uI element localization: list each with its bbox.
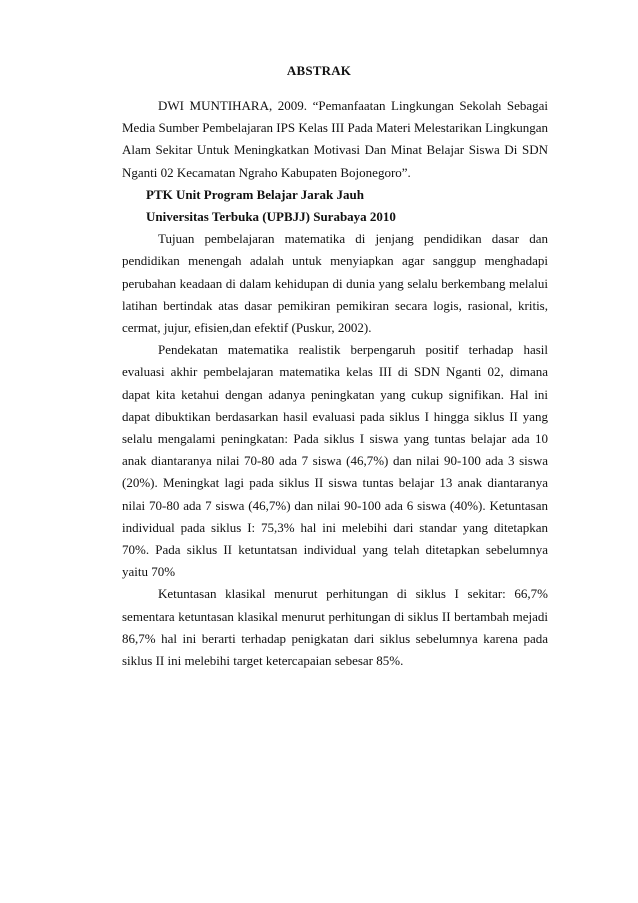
- abstract-body: [122, 95, 548, 672]
- university-line: Universitas Terbuka (UPBJJ) Surabaya 2010: [146, 209, 396, 225]
- citation-paragraph: DWI MUNTIHARA, 2009. “Pemanfaatan Lingkungan Sekolah Sebagai Media Sumber Pembelajaran IPS Kelas III Pada Materi Melestarikan Lingkungan Alam Sekitar Untuk Meningkatkan Motivasi Dan Minat Belajar Siswa Di SDN Nganti 02 Kecamatan Ngraho Kabupaten Bojonegoro”.: [122, 98, 548, 180]
- body-paragraph: Tujuan pembelajaran matematika di jenjang pendidikan dasar dan pendidikan menengah adalah untuk menyiapkan agar sanggup menghadapi perubahan keadaan di dalam kehidupan di dunia yang selalu berkembang melalui latihan bertindak atas dasar pemikiran pemikiran secara logis, rasional, kritis, cermat, jujur, efisien,dan efektif (Puskur, 2002).: [122, 231, 548, 336]
- body-paragraph: Ketuntasan klasikal menurut perhitungan di siklus I sekitar: 66,7% sementara ketuntasan klasikal menurut perhitungan di siklus II bertambah mejadi 86,7% hal ini berarti terhadap penigkatan dari siklus sebelumnya karena pada siklus II ini melebihi target ketercapaian sebesar 85%.: [122, 586, 548, 669]
- abstract-title: ABSTRAK: [286, 63, 352, 78]
- body-paragraph: Pendekatan matematika realistik berpengaruh positif terhadap hasil evaluasi akhir pembelajaran matematika kelas III di SDN Nganti 02, dimana dapat kita ketahui dengan adanya peningkatan yang cukup signifikan. Hal ini dapat dibuktikan berdasarkan hasil evaluasi pada siklus I hingga siklus II yang selalu mengalami peningkatan: Pada siklus I siswa yang tuntas belajar ada 10 anak diantaranya nilai 70-80 ada 7 siswa (46,7%) dan nilai 90-100 ada 3 siswa (20%). Meningkat lagi pada siklus II siswa tuntas belajar 13 anak diantaranya nilai 70-80 ada 7 siswa (46,7%) dan nilai 90-100 ada 6 siswa (40%). Ketuntasan individual pada siklus I: 75,3% hal ini melebihi dari standar yang ditetapkan 70%. Pada siklus II ketuntatsan individual yang telah ditetapkan sebelumnya yaitu 70%: [122, 342, 548, 580]
- program-line: PTK Unit Program Belajar Jarak Jauh: [146, 186, 364, 202]
